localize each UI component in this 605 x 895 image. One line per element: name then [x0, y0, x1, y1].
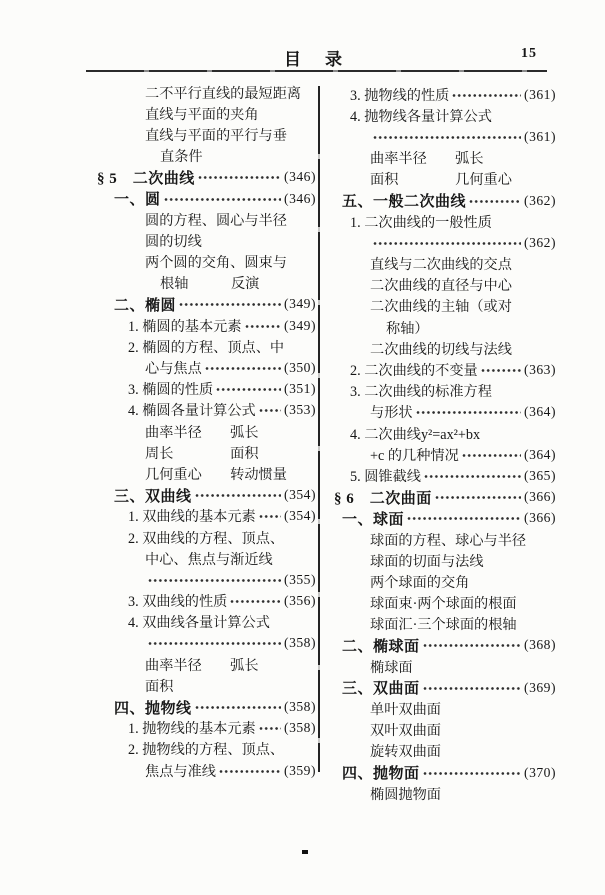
toc-entry-text: 曲率半径 弧长 [145, 424, 259, 441]
page-number: (363) [524, 362, 556, 378]
toc-line [95, 569, 316, 590]
dot-leader [216, 387, 281, 394]
toc-entry-text: 圆的切线 [145, 233, 202, 250]
toc-entry-text: 面积 [145, 678, 174, 695]
toc-entry-text: 与形状 [370, 405, 413, 422]
page-number: (369) [524, 679, 556, 695]
toc-line [334, 402, 556, 423]
page-number: (349) [284, 317, 316, 333]
toc-line [95, 506, 316, 527]
toc-entry-text: 2. 椭圆的方程、顶点、中 [128, 339, 285, 356]
toc-entry-text: 二不平行直线的最短距离 [145, 85, 302, 102]
toc-entry-text: 两个球面的交角 [370, 574, 470, 591]
toc-line [95, 739, 316, 760]
toc-line [95, 718, 316, 739]
dot-leader [469, 199, 521, 206]
toc-line [334, 359, 556, 380]
toc-line [334, 720, 556, 741]
header-page-number: 15 [521, 46, 537, 61]
toc-entry-text: 面积 几何重心 [370, 172, 512, 189]
page-number: (364) [524, 446, 556, 462]
toc-entry-text: 椭球面 [370, 659, 413, 676]
page-number: (362) [524, 234, 556, 250]
toc-entry-text: 4. 二次曲线y²=ax²+bx [350, 426, 481, 443]
toc-entry-text: 单叶双曲面 [370, 702, 441, 719]
toc-line [95, 421, 316, 442]
page-number: (361) [524, 128, 556, 144]
toc-line [95, 463, 316, 484]
page-number: (359) [284, 762, 316, 778]
toc-line [95, 527, 316, 548]
toc-entry-text: 4. 椭圆各量计算公式 [128, 403, 256, 420]
toc-line [95, 612, 316, 633]
column-divider [318, 86, 320, 772]
page-number: (366) [524, 489, 556, 505]
toc-entry-text: 3. 椭圆的性质 [128, 382, 214, 399]
toc-section-line [95, 485, 316, 506]
toc-entry-text: 三、双曲线 [114, 488, 192, 505]
dot-leader [373, 241, 521, 248]
dot-leader [219, 769, 281, 776]
toc-line [95, 146, 316, 167]
dot-leader [452, 93, 521, 100]
toc-entry-text: 曲率半径 弧长 [370, 151, 484, 168]
toc-line [334, 105, 556, 126]
toc-line [334, 529, 556, 550]
toc-entry-text: 1. 抛物线的基本元素 [128, 721, 256, 738]
toc-entry-text: 四、抛物面 [342, 766, 420, 783]
toc-line [95, 633, 316, 654]
toc-entry-text: 直条件 [160, 149, 203, 166]
toc-column-right [334, 84, 556, 804]
printer-mark [302, 850, 308, 854]
page-number: (358) [284, 635, 316, 651]
toc-entry-text: 直线与二次曲线的交点 [370, 257, 512, 274]
toc-line [95, 675, 316, 696]
toc-entry-text: 二次曲线的切线与法线 [370, 341, 512, 358]
page-title: 目录 [284, 50, 366, 69]
toc-entry-text: 2. 二次曲线的不变量 [350, 363, 478, 380]
toc-entry-text: 几何重心 转动惯量 [145, 466, 287, 483]
toc-entry-text: 二、椭圆 [114, 297, 177, 314]
toc-line [95, 336, 316, 357]
toc-entry-text: 5. 圆锥截线 [350, 468, 421, 485]
toc-entry-text: 球面的方程、球心与半径 [370, 532, 527, 549]
toc-section-line [334, 508, 556, 529]
toc-entry-text: 1. 椭圆的基本元素 [128, 318, 242, 335]
toc-line [334, 148, 556, 169]
toc-section-line [334, 677, 556, 698]
toc-entry-text: § 6 二次曲面 [334, 490, 432, 507]
page-number: (356) [284, 593, 316, 609]
toc-line [95, 103, 316, 124]
page-number: (350) [284, 360, 316, 376]
dot-leader [462, 453, 521, 460]
toc-line [95, 124, 316, 145]
toc-line [334, 169, 556, 190]
dot-leader [179, 302, 281, 309]
toc-line [334, 338, 556, 359]
toc-entry-text: 周长 面积 [145, 445, 259, 462]
dot-leader [423, 771, 522, 778]
toc-line [95, 82, 316, 103]
toc-entry-text: 曲率半径 弧长 [145, 657, 259, 674]
toc-entry-text: 二次曲线的直径与中心 [370, 278, 512, 295]
toc-entry-text: 3. 双曲线的性质 [128, 594, 228, 611]
toc-section-line [334, 762, 556, 783]
toc-entry-text: 一、球面 [342, 511, 405, 528]
toc-entry-text: 椭圆抛物面 [370, 786, 441, 803]
toc-line [95, 273, 316, 294]
page-number: (368) [524, 637, 556, 653]
page-number: (353) [284, 402, 316, 418]
toc-entry-text: 4. 双曲线各量计算公式 [128, 615, 270, 632]
toc-entry-text: 中心、焦点与渐近线 [145, 551, 273, 568]
toc-entry-text: § 5 二次曲线 [97, 170, 195, 187]
toc-line [334, 741, 556, 762]
dot-leader [195, 493, 282, 500]
header-rule [86, 70, 547, 72]
toc-entry-text: 根轴 反演 [160, 276, 260, 293]
page-number: (354) [284, 487, 316, 503]
toc-line [334, 614, 556, 635]
toc-entry-text: 3. 二次曲线的标准方程 [350, 384, 492, 401]
toc-line [334, 211, 556, 232]
toc-section-line [95, 188, 316, 209]
page-number: (358) [284, 720, 316, 736]
toc-line [95, 548, 316, 569]
toc-line [95, 252, 316, 273]
page-number: (366) [524, 510, 556, 526]
page-number: (354) [284, 508, 316, 524]
toc-entry-text: 二次曲线的主轴（或对 [370, 299, 512, 316]
dot-leader [424, 474, 521, 481]
toc-entry-text: 1. 二次曲线的一般性质 [350, 214, 492, 231]
dot-leader [423, 686, 522, 693]
toc-entry-text: 直线与平面的夹角 [145, 106, 259, 123]
dot-leader [164, 197, 282, 204]
toc-section-line [334, 190, 556, 211]
toc-entry-text: 两个圆的交角、圆束与 [145, 255, 287, 272]
page-number: (351) [284, 381, 316, 397]
dot-leader [195, 705, 282, 712]
toc-entry-text: 球面汇·三个球面的根轴 [370, 617, 517, 634]
page-number: (364) [524, 404, 556, 420]
page-number: (370) [524, 764, 556, 780]
toc-entry-text: 1. 双曲线的基本元素 [128, 509, 256, 526]
toc-section-line [95, 696, 316, 717]
toc-line [334, 656, 556, 677]
toc-entry-text: 心与焦点 [145, 361, 202, 378]
page-number: (346) [284, 169, 316, 185]
dot-leader [259, 514, 281, 521]
toc-line [334, 593, 556, 614]
toc-line [95, 230, 316, 251]
toc-line [334, 275, 556, 296]
dot-leader [416, 410, 521, 417]
page-number: (362) [524, 192, 556, 208]
toc-section-line [334, 635, 556, 656]
page-number: (365) [524, 467, 556, 483]
toc-entry-text: 一、圆 [114, 192, 161, 209]
dot-leader [230, 599, 281, 606]
toc-entry-text: 四、抛物线 [114, 700, 192, 717]
toc-line [95, 315, 316, 336]
toc-entry-text: +c 的几种情况 [370, 447, 459, 464]
dot-leader [373, 135, 521, 142]
page-number: (346) [284, 190, 316, 206]
page-number: (355) [284, 571, 316, 587]
toc-line [334, 550, 556, 571]
toc-section-line [334, 487, 556, 508]
toc-line [95, 591, 316, 612]
toc-line [95, 400, 316, 421]
toc-section-line [95, 167, 316, 188]
page-number: (349) [284, 296, 316, 312]
toc-line [334, 571, 556, 592]
toc-line [334, 126, 556, 147]
toc-line [334, 84, 556, 105]
toc-line [334, 444, 556, 465]
dot-leader [407, 516, 521, 523]
toc-line [334, 698, 556, 719]
toc-line [95, 209, 316, 230]
toc-line [334, 254, 556, 275]
toc-entry-text: 称轴） [386, 320, 429, 337]
dot-leader [198, 175, 281, 182]
toc-line [95, 760, 316, 781]
page-number: (358) [284, 699, 316, 715]
toc-entry-text: 三、双曲面 [342, 681, 420, 698]
toc-entry-text: 2. 双曲线的方程、顶点、 [128, 530, 285, 547]
toc-line [334, 232, 556, 253]
dot-leader [259, 408, 281, 415]
toc-entry-text: 旋转双曲面 [370, 744, 441, 761]
dot-leader [245, 324, 282, 331]
dot-leader [259, 726, 281, 733]
toc-line [334, 381, 556, 402]
dot-leader [435, 495, 521, 502]
toc-entry-text: 二、椭球面 [342, 638, 420, 655]
toc-entry-text: 球面的切面与法线 [370, 553, 484, 570]
toc-entry-text: 4. 抛物线各量计算公式 [350, 108, 492, 125]
toc-column-left [95, 82, 316, 781]
dot-leader [423, 643, 522, 650]
dot-leader [148, 641, 281, 648]
toc-line [95, 442, 316, 463]
toc-entry-text: 球面束·两个球面的根面 [370, 596, 517, 613]
toc-line [334, 296, 556, 317]
toc-line [334, 465, 556, 486]
toc-line [334, 783, 556, 804]
toc-line [95, 654, 316, 675]
dot-leader [148, 578, 281, 585]
toc-line [334, 423, 556, 444]
toc-entry-text: 2. 抛物线的方程、顶点、 [128, 742, 285, 759]
toc-entry-text: 五、一般二次曲线 [342, 194, 467, 211]
toc-entry-text: 焦点与准线 [145, 763, 216, 780]
toc-entry-text: 3. 抛物线的性质 [350, 87, 450, 104]
toc-line [334, 317, 556, 338]
toc-section-line [95, 294, 316, 315]
toc-line [95, 357, 316, 378]
toc-entry-text: 双叶双曲面 [370, 723, 441, 740]
toc-entry-text: 圆的方程、圆心与半径 [145, 212, 287, 229]
toc-line [95, 379, 316, 400]
page-number: (361) [524, 86, 556, 102]
toc-entry-text: 直线与平面的平行与垂 [145, 127, 287, 144]
dot-leader [481, 368, 521, 375]
dot-leader [205, 366, 281, 373]
